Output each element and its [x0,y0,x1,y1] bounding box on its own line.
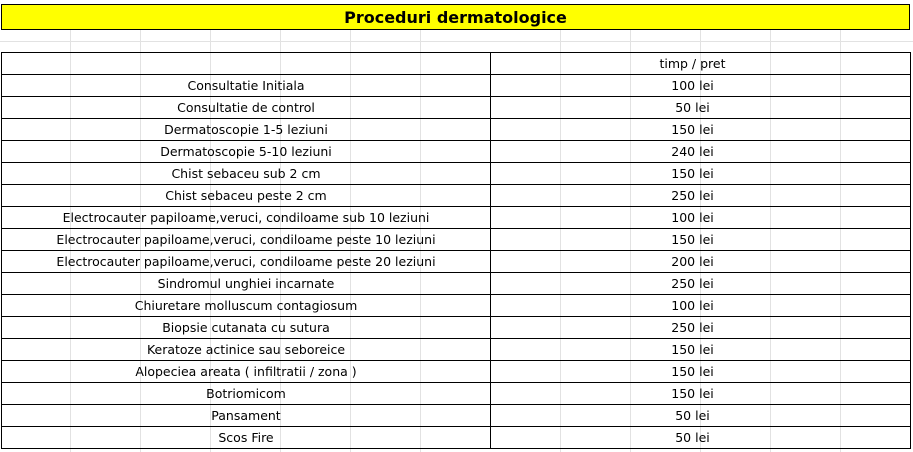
procedure-name-cell[interactable]: Biopsie cutanata cu sutura [2,317,491,339]
price-value: 50 lei [675,100,710,115]
table-row [2,163,911,185]
price-value: 150 lei [671,364,714,379]
price-value: 50 lei [675,408,710,423]
procedure-name-cell[interactable]: Electrocauter papiloame,veruci, condiloame sub 10 leziuni [2,207,491,229]
procedure-name-cell[interactable]: Chiuretare molluscum contagiosum [2,295,491,317]
procedure-name-cell[interactable]: Chist sebaceu sub 2 cm [2,163,491,185]
price-cell[interactable] [491,185,911,207]
price-value: 150 lei [671,342,714,357]
procedure-name-cell[interactable]: Consultatie de control [2,97,491,119]
price-value: 100 lei [671,298,714,313]
table-row [2,207,911,229]
table-row [2,119,911,141]
procedure-name-cell[interactable]: Dermatoscopie 1-5 leziuni [2,119,491,141]
price-cell[interactable] [491,163,911,185]
table-row [2,317,911,339]
procedure-name-cell[interactable]: Sindromul unghiei incarnate [2,273,491,295]
price-cell[interactable] [491,97,911,119]
table-row [2,75,911,97]
price-cell[interactable] [491,317,911,339]
page-title: Proceduri dermatologice [1,4,910,30]
procedure-name-cell[interactable]: Pansament [2,405,491,427]
procedure-name-cell[interactable]: Scos Fire [2,427,491,449]
price-value: 150 lei [671,166,714,181]
procedure-name-cell[interactable]: Keratoze actinice sau seboreice [2,339,491,361]
table-row [2,339,911,361]
price-value: 200 lei [671,254,714,269]
price-cell[interactable] [491,361,911,383]
price-value: 250 lei [671,320,714,335]
procedure-name-cell[interactable]: Electrocauter papiloame,veruci, condiloame peste 20 leziuni [2,251,491,273]
price-cell[interactable] [491,427,911,449]
table-row [2,295,911,317]
price-cell[interactable] [491,141,911,163]
price-value: 150 lei [671,122,714,137]
price-value: 240 lei [671,144,714,159]
table-row [2,273,911,295]
procedure-name-cell[interactable]: Botriomicom [2,383,491,405]
table-header-row [2,53,911,75]
procedure-name-cell[interactable]: Dermatoscopie 5-10 leziuni [2,141,491,163]
price-cell[interactable] [491,207,911,229]
table-row [2,141,911,163]
header-price-label: timp / pret [659,56,726,71]
price-cell[interactable] [491,383,911,405]
table-row [2,383,911,405]
price-cell[interactable] [491,229,911,251]
price-table [1,52,911,449]
price-value: 150 lei [671,232,714,247]
procedure-name-cell[interactable]: Consultatie Initiala [2,75,491,97]
procedure-name-cell[interactable]: Chist sebaceu peste 2 cm [2,185,491,207]
price-value: 250 lei [671,188,714,203]
price-cell[interactable] [491,251,911,273]
procedure-name-cell[interactable]: Electrocauter papiloame,veruci, condiloame peste 10 leziuni [2,229,491,251]
price-cell[interactable] [491,119,911,141]
table-row [2,97,911,119]
price-value: 100 lei [671,78,714,93]
procedure-name-cell[interactable]: Alopeciea areata ( infiltratii / zona ) [2,361,491,383]
table-row [2,427,911,449]
price-value: 250 lei [671,276,714,291]
header-procedure[interactable] [2,53,491,75]
header-price[interactable] [491,53,911,75]
price-value: 150 lei [671,386,714,401]
price-value: 100 lei [671,210,714,225]
price-cell[interactable] [491,405,911,427]
table-row [2,229,911,251]
price-value: 50 lei [675,430,710,445]
table-row [2,405,911,427]
table-row [2,361,911,383]
gridline [0,41,913,42]
price-cell[interactable] [491,273,911,295]
price-cell[interactable] [491,75,911,97]
price-cell[interactable] [491,339,911,361]
price-cell[interactable] [491,295,911,317]
table-row [2,185,911,207]
table-row [2,251,911,273]
